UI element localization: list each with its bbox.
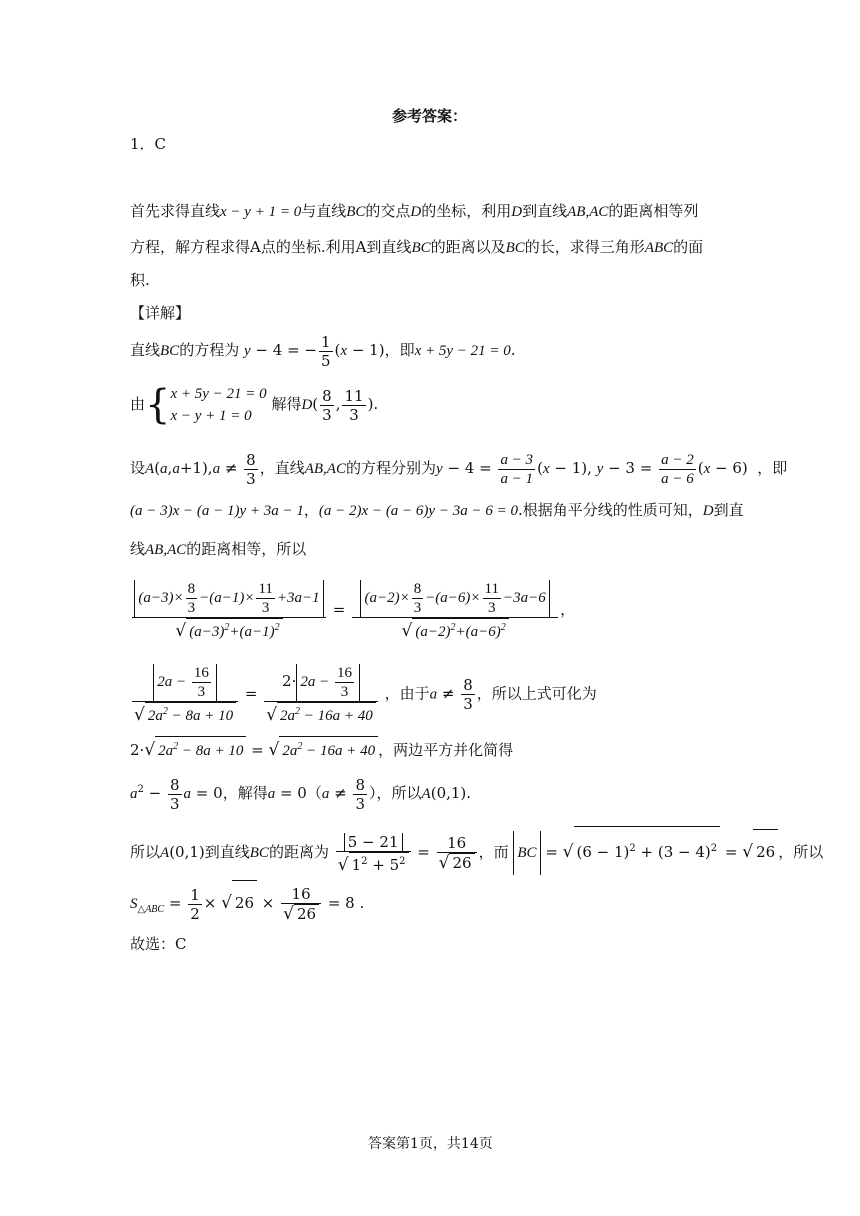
area-line: $S_{\triangle ABC}$ = $\frac{1}{2}$ × √ 26 × $\frac{16}{√ 26}$ = 8 . <box>130 880 364 932</box>
analysis-line-3: 积. <box>130 271 150 289</box>
simplified-equation: 2a − $\frac{16}{3}$ √ $2a^2 - 8a + 10$ = 2· 2a − $\frac{16}{3}$ √ $2a^2 - 16a + 40$ ，由于a ≠ $\frac{8}{3}$ ，所以上式可化为 <box>134 665 597 725</box>
solve-system-line: 由{ x + 5y − 21 = 0 x − y + 1 = 0 解得D( $\frac{8}{3}$ , $\frac{11}{3}$ ). <box>130 382 379 428</box>
analysis-line-2: 方程，解方程求得A点的坐标.利用A到直线BC的距离以及BC的长，求得三角形ABC的面 <box>130 238 704 256</box>
analysis-line-1: 首先求得直线x − y + 1 = 0与直线BC的交点D的坐标，利用D到直线AB,AC的距离相等列 <box>130 202 699 220</box>
conclusion: 故选：C <box>130 935 187 953</box>
solve-a-line: $a^2$ − $\frac{8}{3}$ a = 0，解得a = 0（a ≠ $\frac{8}{3}$ ），所以A(0,1). <box>130 775 472 813</box>
set-a-line: 设A(a,a+1),a ≠ $\frac{8}{3}$ ，直线AB,AC的方程分别为y − 4 = $\frac{a - 3}{a - 1}$ (x − 1), y − 3 = $\frac{a - 2}{a - 6}$ (x − 6) ，即 <box>130 450 788 488</box>
squared-equation: 2·√ $2a^2 - 8a + 10$ = √ $2a^2 - 16a + 40$ ，两边平方并化简得 <box>130 736 513 761</box>
page-footer: 答案第1页，共14页 <box>368 1136 493 1152</box>
line-6: 线AB,AC的距离相等，所以 <box>130 540 307 558</box>
line-equations: (a − 3)x − (a − 1)y + 3a − 1，(a − 2)x − (a − 6)y − 3a − 6 = 0.根据角平分线的性质可知，D到直 <box>130 501 744 519</box>
distance-line: 所以A(0,1)到直线BC的距离为 $\frac{5 - 21}{√ 1^2 + 5^2}$ = $\frac{16}{√ 26}$ ，而 BC = √ $(6 - 1)^2 + (3 - 4)^2$ = √ 26 ，所以 <box>130 826 823 875</box>
bc-equation-line: 直线BC的方程为 y − 4 = − $\frac{1}{5}$ (x − 1)，即x + 5y − 21 = 0. <box>130 332 516 370</box>
detail-heading: 【详解】 <box>130 304 191 322</box>
answer-line: 1．C <box>130 135 167 153</box>
page-title: 参考答案： <box>392 107 468 125</box>
distance-equation: (a−3)× $\frac{8}{3}$ −(a−1)× $\frac{11}{3}$ +3a−1 √ $(a-3)^2+(a-1)^2$ = (a−2)× $\frac{8}{3}$ −(a−6)× $\frac{11}{3}$ −3a−6 √ $(a-2)^2+(a-6)^2$ ， <box>130 580 575 641</box>
